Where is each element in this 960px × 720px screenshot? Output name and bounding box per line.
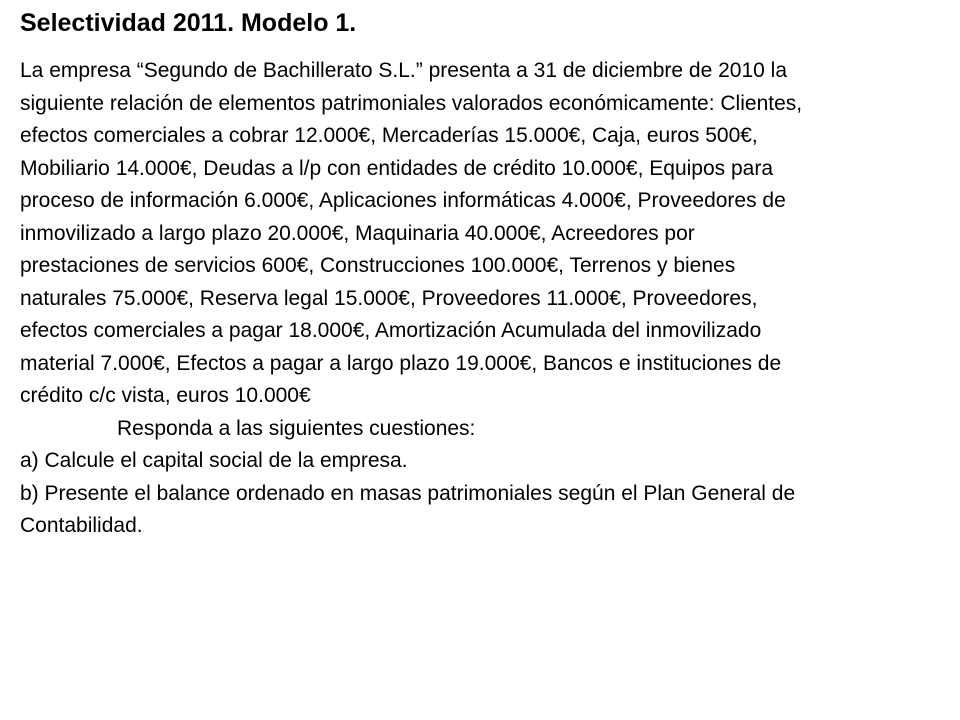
text-line: efectos comerciales a pagar 18.000€, Amortización Acumulada del inmovilizado [20, 319, 762, 342]
text-line: Mobiliario 14.000€, Deudas a l/p con entidades de crédito 10.000€, Equipos para [20, 156, 774, 180]
text-line: material 7.000€, Efectos a pagar a largo plazo 19.000€, Bancos e instituciones de [20, 351, 782, 375]
text-line: inmovilizado a largo plazo 20.000€, Maquinaria 40.000€, Acreedores por [20, 221, 695, 245]
text-line: siguiente relación de elementos patrimoniales valorados económicamente: Clientes, [20, 91, 803, 115]
exercise-text [20, 55, 940, 543]
text-line: La empresa “Segundo de Bachillerato S.L.” presenta a 31 de diciembre de 2010 la [20, 59, 787, 82]
text-line: crédito c/c vista, euros 10.000€ [20, 384, 311, 407]
text-line: efectos comerciales a cobrar 12.000€, Mercaderías 15.000€, Caja, euros 500€, [20, 124, 758, 147]
text-line: naturales 75.000€, Reserva legal 15.000€, Proveedores 11.000€, Proveedores, [20, 286, 758, 310]
slide-title: Selectividad 2011. Modelo 1. [20, 9, 357, 37]
instructions-heading: Responda a las siguientes cuestiones: [117, 416, 476, 440]
text-line: proceso de información 6.000€, Aplicaciones informáticas 4.000€, Proveedores de [20, 189, 786, 212]
question-b-continued: Contabilidad. [20, 514, 143, 537]
text-line: prestaciones de servicios 600€, Construcciones 100.000€, Terrenos y bienes [20, 254, 736, 277]
question-b: b) Presente el balance ordenado en masas patrimoniales según el Plan General de [20, 481, 796, 505]
question-a: a) Calcule el capital social de la empresa. [20, 449, 408, 472]
